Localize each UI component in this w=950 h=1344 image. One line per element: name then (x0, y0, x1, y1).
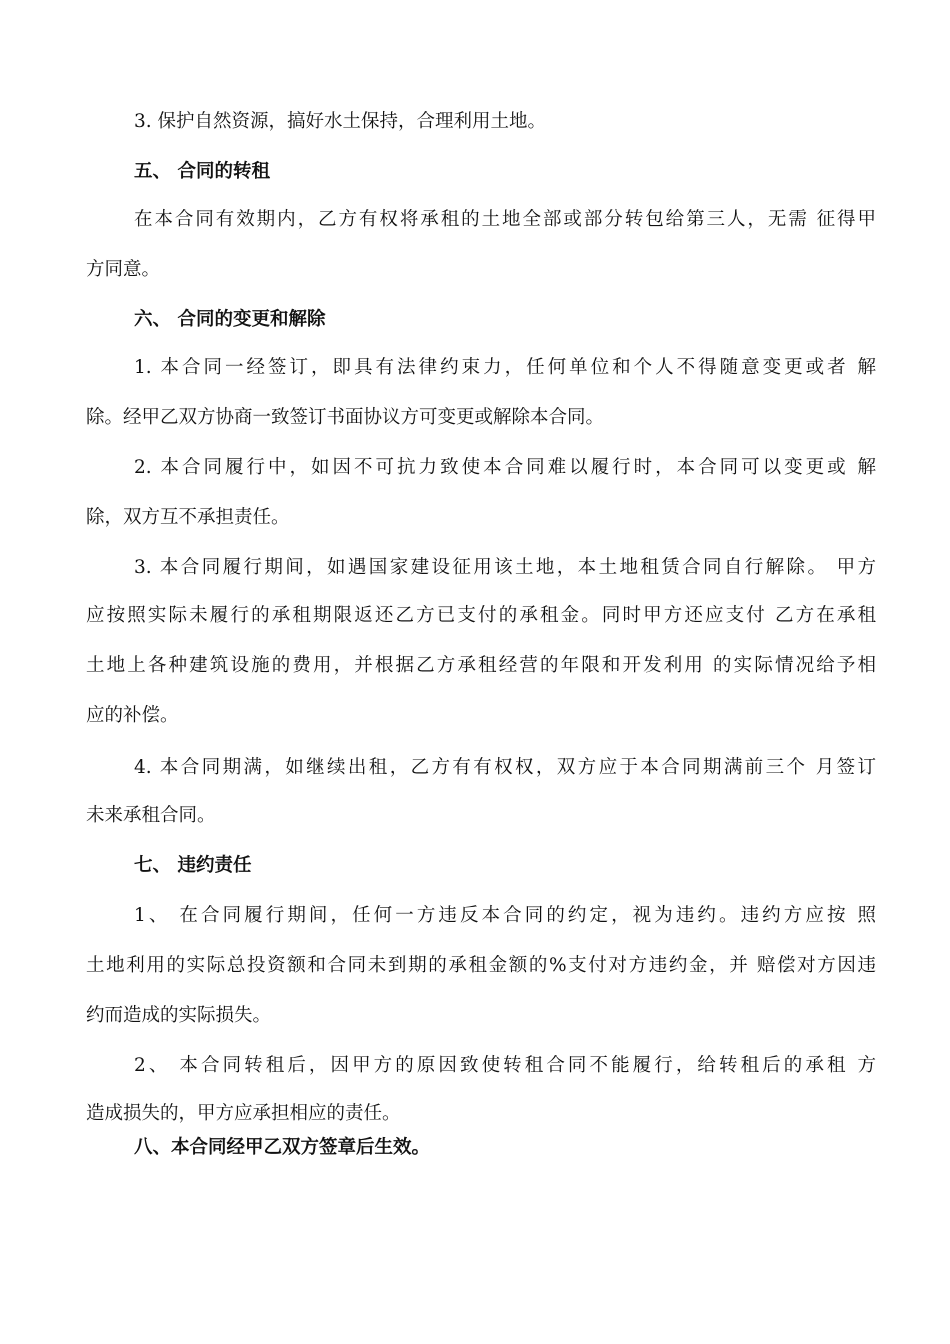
section-6-heading: 六、 合同的变更和解除 (134, 309, 326, 330)
clause-7-1-line-1: 1、 在合同履行期间，任何一方违反本合同的约定，视为违约。违约方应按 照 (134, 905, 876, 926)
clause-6-2-line-1: 2. 本合同履行中，如因不可抗力致使本合同难以履行时，本合同可以变更或 解 (134, 457, 876, 478)
clause-6-3-line-4: 应的补偿。 (86, 705, 179, 726)
clause-6-3-line-1: 3. 本合同履行期间，如遇国家建设征用该土地，本土地租赁合同自行解除。 甲方 (134, 557, 876, 578)
section-5-heading: 五、 合同的转租 (134, 161, 270, 182)
section-7-heading: 七、 违约责任 (134, 855, 252, 876)
clause-7-1-line-3: 约而造成的实际损失。 (86, 1005, 272, 1026)
clause-6-3-line-2: 应按照实际未履行的承租期限返还乙方已支付的承租金。同时甲方还应支付 乙方在承租 (86, 605, 876, 626)
clause-6-4-line-1: 4. 本合同期满，如继续出租，乙方有有权权，双方应于本合同期满前三个 月签订 (134, 757, 876, 778)
clause-6-1-line-1: 1. 本合同一经签订，即具有法律约束力，任何单位和个人不得随意变更或者 解 (134, 357, 876, 378)
clause-6-4-line-2: 未来承租合同。 (86, 805, 216, 826)
section-5-text-line-1: 在本合同有效期内，乙方有权将承租的土地全部或部分转包给第三人，无需 征得甲 (134, 209, 876, 230)
clause-6-1-line-2: 除。经甲乙双方协商一致签订书面协议方可变更或解除本合同。 (86, 407, 605, 428)
section-5-text-line-2: 方同意。 (86, 259, 161, 280)
clause-7-2-line-1: 2、 本合同转租后，因甲方的原因致使转租合同不能履行，给转租后的承租 方 (134, 1055, 876, 1076)
clause-6-3-line-3: 土地上各种建筑设施的费用，并根据乙方承租经营的年限和开发利用 的实际情况给予相 (86, 655, 876, 676)
section-8-heading: 八、本合同经甲乙双方签章后生效。 (134, 1137, 431, 1158)
clause-7-1-line-2: 土地利用的实际总投资额和合同未到期的承租金额的%支付对方违约金，并 赔偿对方因违 (86, 955, 876, 976)
clause-6-2-line-2: 除，双方互不承担责任。 (86, 507, 290, 528)
clause-5-3-text: 3. 保护自然资源，搞好水土保持，合理利用土地。 (134, 111, 547, 132)
clause-7-2-line-2: 造成损失的，甲方应承担相应的责任。 (86, 1103, 401, 1124)
